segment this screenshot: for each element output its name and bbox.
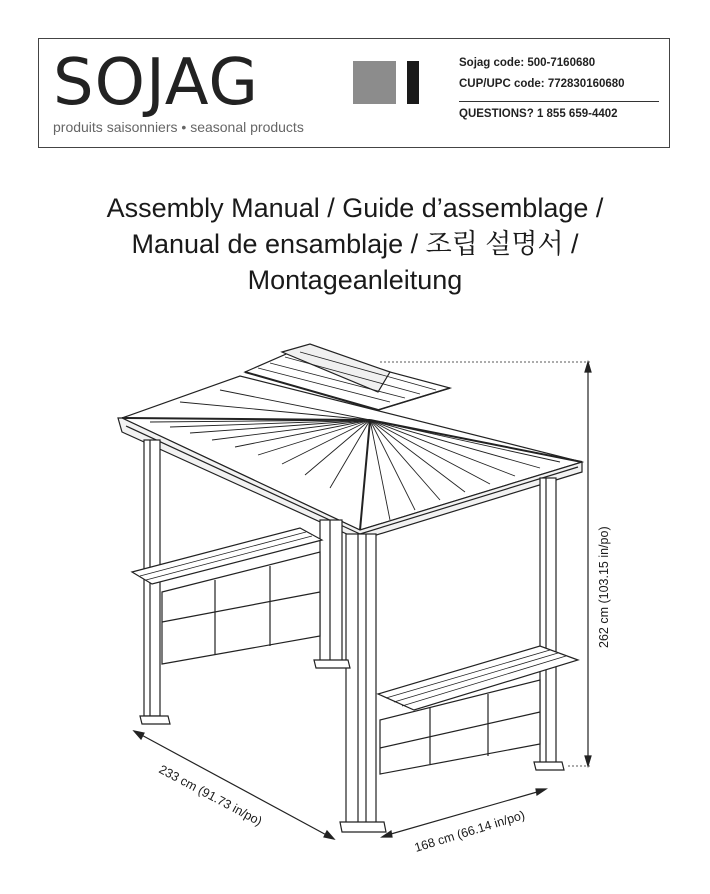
title-line-2: Manual de ensamblaje / 조립 설명서 / bbox=[131, 229, 579, 259]
logo-square-icon bbox=[353, 61, 396, 104]
header-box bbox=[38, 38, 670, 148]
gazebo-illustration bbox=[0, 300, 710, 894]
logo-wordmark: SOJAG bbox=[53, 46, 259, 120]
height-dimension-label: 262 cm (103.15 in/po) bbox=[597, 526, 611, 648]
upc-code: CUP/UPC code: 772830160680 bbox=[459, 78, 625, 90]
title-line-3: Montageanleitung bbox=[247, 265, 463, 295]
questions-phone: QUESTIONS? 1 855 659-4402 bbox=[459, 101, 659, 127]
logo-bar-icon bbox=[407, 61, 419, 104]
tagline: produits saisonniers • seasonal products bbox=[53, 119, 304, 135]
width-dimension-label: 233 cm (91.73 in/po) bbox=[156, 762, 265, 829]
manual-title bbox=[0, 190, 710, 298]
depth-dimension-label: 168 cm (66.14 in/po) bbox=[412, 807, 527, 855]
width-dimension bbox=[134, 731, 334, 839]
product-codes bbox=[459, 55, 659, 127]
title-line-1: Assembly Manual / Guide d’assemblage / bbox=[106, 193, 604, 223]
sojag-code: Sojag code: 500-7160680 bbox=[459, 57, 596, 69]
